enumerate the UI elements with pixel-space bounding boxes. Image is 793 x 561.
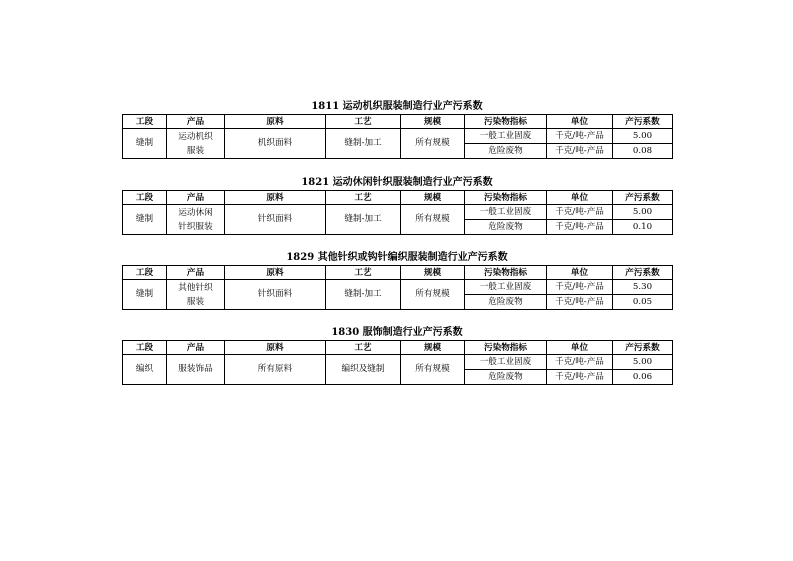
indicator-cell: 危险废物 <box>465 220 547 235</box>
process-cell: 缝制-加工 <box>326 280 401 310</box>
header-process: 工艺 <box>326 266 401 280</box>
scale-cell: 所有规模 <box>401 355 465 385</box>
header-factor: 产污系数 <box>613 115 673 129</box>
indicator-cell: 危险废物 <box>465 144 547 159</box>
unit-cell: 千克/吨-产品 <box>547 370 613 385</box>
header-stage: 工段 <box>123 266 167 280</box>
product-line: 服装 <box>186 296 205 307</box>
header-factor: 产污系数 <box>613 191 673 205</box>
header-indicator: 污染物指标 <box>465 341 547 355</box>
factor-table <box>122 340 673 385</box>
factor-cell: 5.00 <box>613 205 673 220</box>
header-row <box>123 341 673 355</box>
indicator-cell: 危险废物 <box>465 295 547 310</box>
table-row <box>123 280 673 295</box>
process-cell: 编织及缝制 <box>326 355 401 385</box>
header-unit: 单位 <box>547 341 613 355</box>
unit-cell: 千克/吨-产品 <box>547 144 613 159</box>
stage-cell: 缝制 <box>123 205 167 235</box>
unit-cell: 千克/吨-产品 <box>547 280 613 295</box>
process-cell: 缝制-加工 <box>326 129 401 159</box>
section-1811 <box>122 100 672 159</box>
header-process: 工艺 <box>326 341 401 355</box>
header-row <box>123 266 673 280</box>
header-stage: 工段 <box>123 115 167 129</box>
header-scale: 规模 <box>401 341 465 355</box>
material-cell: 针织面料 <box>225 205 326 235</box>
header-indicator: 污染物指标 <box>465 266 547 280</box>
header-material: 原料 <box>225 115 326 129</box>
unit-cell: 千克/吨-产品 <box>547 295 613 310</box>
header-unit: 单位 <box>547 115 613 129</box>
section-title: 1830 服饰制造行业产污系数 <box>331 327 463 338</box>
stage-cell: 编织 <box>123 355 167 385</box>
indicator-cell: 一般工业固废 <box>465 280 547 295</box>
product-line: 运动休闲 <box>178 207 213 218</box>
product-cell <box>167 129 225 159</box>
header-factor: 产污系数 <box>613 341 673 355</box>
unit-cell: 千克/吨-产品 <box>547 355 613 370</box>
header-indicator: 污染物指标 <box>465 115 547 129</box>
factor-cell: 0.05 <box>613 295 673 310</box>
header-scale: 规模 <box>401 115 465 129</box>
table-row <box>123 205 673 220</box>
header-product: 产品 <box>167 266 225 280</box>
header-material: 原料 <box>225 266 326 280</box>
header-process: 工艺 <box>326 115 401 129</box>
product-line: 针织服装 <box>178 221 213 232</box>
indicator-cell: 一般工业固废 <box>465 355 547 370</box>
factor-cell: 0.10 <box>613 220 673 235</box>
factor-table <box>122 114 673 159</box>
indicator-cell: 危险废物 <box>465 370 547 385</box>
header-row <box>123 191 673 205</box>
unit-cell: 千克/吨-产品 <box>547 205 613 220</box>
product-cell <box>167 280 225 310</box>
stage-cell: 缝制 <box>123 129 167 159</box>
table-row <box>123 355 673 370</box>
header-product: 产品 <box>167 341 225 355</box>
section-1821 <box>122 176 672 235</box>
header-row <box>123 115 673 129</box>
header-indicator: 污染物指标 <box>465 191 547 205</box>
material-cell: 针织面料 <box>225 280 326 310</box>
stage-cell: 缝制 <box>123 280 167 310</box>
indicator-cell: 一般工业固废 <box>465 129 547 144</box>
factor-cell: 5.00 <box>613 129 673 144</box>
header-material: 原料 <box>225 341 326 355</box>
material-cell: 机织面料 <box>225 129 326 159</box>
section-title: 1811 运动机织服装制造行业产污系数 <box>311 101 483 112</box>
section-1830 <box>122 326 672 385</box>
section-title: 1821 运动休闲针织服装制造行业产污系数 <box>301 177 493 188</box>
scale-cell: 所有规模 <box>401 129 465 159</box>
header-scale: 规模 <box>401 191 465 205</box>
header-material: 原料 <box>225 191 326 205</box>
product-cell: 服装饰品 <box>167 355 225 385</box>
header-product: 产品 <box>167 115 225 129</box>
factor-cell: 0.08 <box>613 144 673 159</box>
table-row <box>123 129 673 144</box>
factor-cell: 5.00 <box>613 355 673 370</box>
material-cell: 所有原料 <box>225 355 326 385</box>
header-factor: 产污系数 <box>613 266 673 280</box>
scale-cell: 所有规模 <box>401 205 465 235</box>
product-line: 运动机织 <box>178 131 213 142</box>
header-process: 工艺 <box>326 191 401 205</box>
header-stage: 工段 <box>123 191 167 205</box>
scale-cell: 所有规模 <box>401 280 465 310</box>
unit-cell: 千克/吨-产品 <box>547 220 613 235</box>
process-cell: 缝制-加工 <box>326 205 401 235</box>
product-cell <box>167 205 225 235</box>
product-line: 服装 <box>186 145 205 156</box>
factor-cell: 0.06 <box>613 370 673 385</box>
header-unit: 单位 <box>547 266 613 280</box>
section-1829 <box>122 251 672 310</box>
unit-cell: 千克/吨-产品 <box>547 129 613 144</box>
section-title: 1829 其他针织或钩针编织服装制造行业产污系数 <box>286 252 508 263</box>
product-line: 其他针织 <box>178 282 213 293</box>
header-scale: 规模 <box>401 266 465 280</box>
header-unit: 单位 <box>547 191 613 205</box>
indicator-cell: 一般工业固废 <box>465 205 547 220</box>
factor-table <box>122 190 673 235</box>
header-product: 产品 <box>167 191 225 205</box>
header-stage: 工段 <box>123 341 167 355</box>
factor-cell: 5.30 <box>613 280 673 295</box>
factor-table <box>122 265 673 310</box>
